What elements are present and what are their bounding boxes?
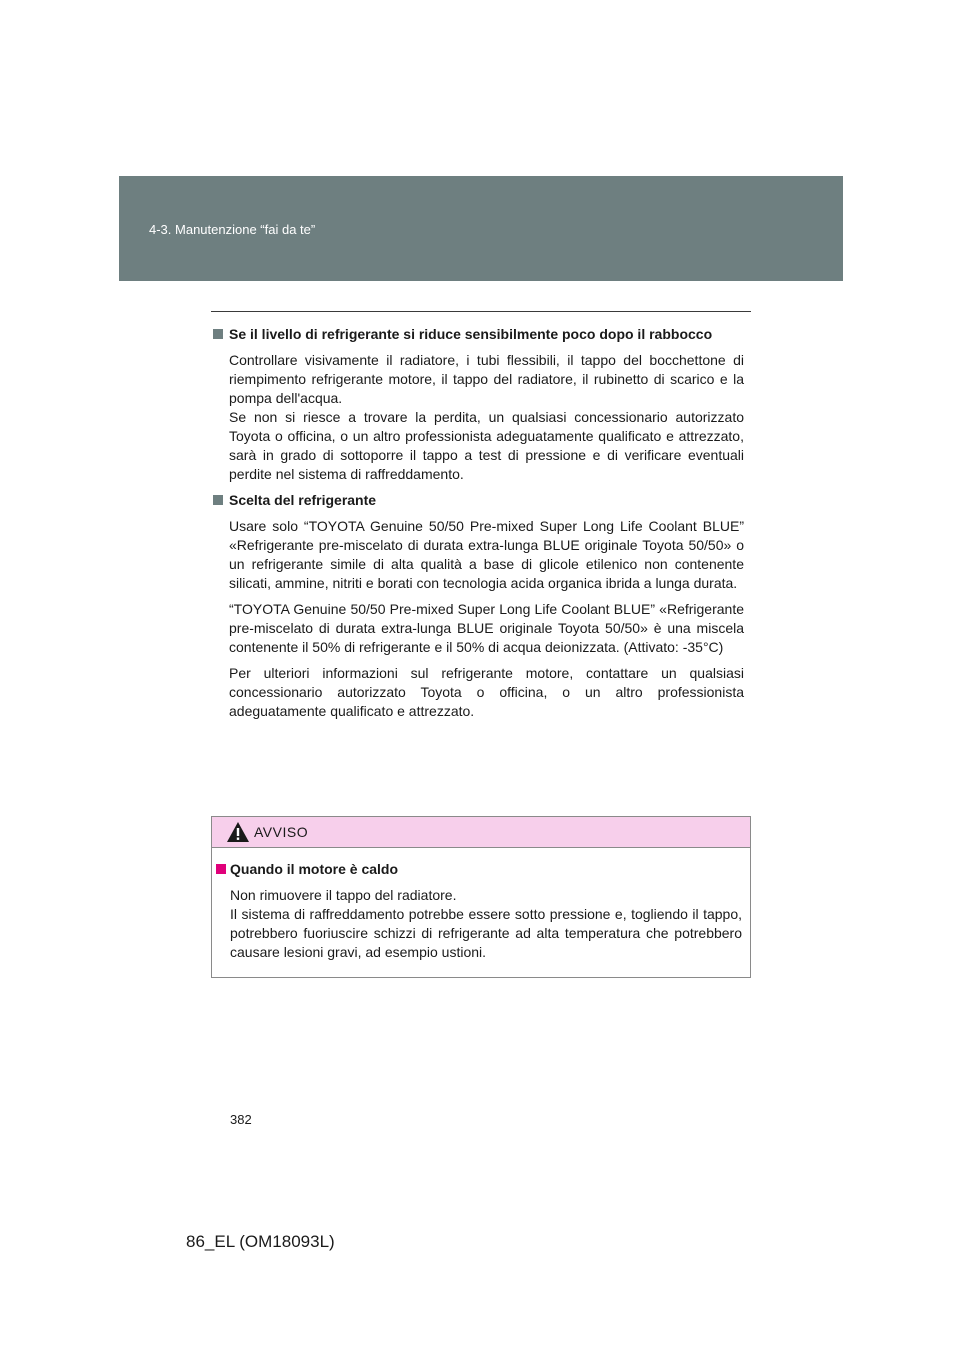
warning-paragraph: Non rimuovere il tappo del radiatore. [230,887,457,903]
warning-title [216,860,742,879]
section-title-text: Se il livello di refrigerante si riduce sensibilmente poco dopo il rabbocco [229,326,713,342]
warning-box [211,816,751,978]
main-content [213,325,744,721]
warning-label: AVVISO [254,824,309,840]
warning-title-text: Quando il motore è caldo [230,861,399,877]
paragraph: Per ulteriori informazioni sul refrigerante motore, contattare un qualsiasi concessionario autorizzato Toyota o officina, o un altro professionista adeguatamente qualificato e attrezzato. [229,665,744,719]
square-bullet-icon [213,495,223,505]
warning-header [212,817,750,848]
paragraph: “TOYOTA Genuine 50/50 Pre-mixed Super Long Life Coolant BLUE” «Refrigerante pre-miscelato di durata extra-lunga BLUE originale Toyota 50/50» è una miscela contenente il 50% di refrigerante e il 50% di acqua deionizzata. (Attivato: -35°C) [229,601,744,655]
chapter-title: 4-3. Manutenzione “fai da te” [149,222,316,237]
warning-paragraph: Il sistema di raffreddamento potrebbe essere sotto pressione e, togliendo il tappo, potrebbero fuoriuscire schizzi di refrigerante ad alta temperatura che potrebbero causare lesioni gravi, ad esempio ustioni. [230,906,742,960]
warning-triangle-icon [226,821,250,843]
square-bullet-icon [216,864,226,874]
chapter-header [119,176,843,281]
paragraph: Se non si riesce a trovare la perdita, un qualsiasi concessionario autorizzato Toyota o officina, o un altro professionista adeguatamente qualificato e attrezzato, sarà in grado di sottoporre il tappo a test di pressione e di verificare eventuali perdite nel sistema di raffreddamento. [229,409,744,482]
section-title-coolant-choice [213,491,744,510]
section-title-text: Scelta del refrigerante [229,492,377,508]
document-code: 86_EL (OM18093L) [186,1232,335,1251]
page-number: 382 [230,1112,252,1127]
paragraph: Controllare visivamente il radiatore, i tubi flessibili, il tappo del bocchettone di riempimento refrigerante motore, il tappo del radiatore, il rubinetto di scarico e la pompa dell'acqua. [229,352,744,406]
section-title-coolant-drop [213,325,744,344]
square-bullet-icon [213,329,223,339]
warning-body [212,848,750,962]
top-divider [211,311,751,312]
paragraph: Usare solo “TOYOTA Genuine 50/50 Pre-mixed Super Long Life Coolant BLUE” «Refrigerante pre-miscelato di durata extra-lunga BLUE originale Toyota 50/50» o un refrigerante simile di alta qualità a base di glicole etilenico non contenente silicati, ammine, nitriti e borati con tecnologia acida organica ibrida a lunga durata. [229,518,744,591]
